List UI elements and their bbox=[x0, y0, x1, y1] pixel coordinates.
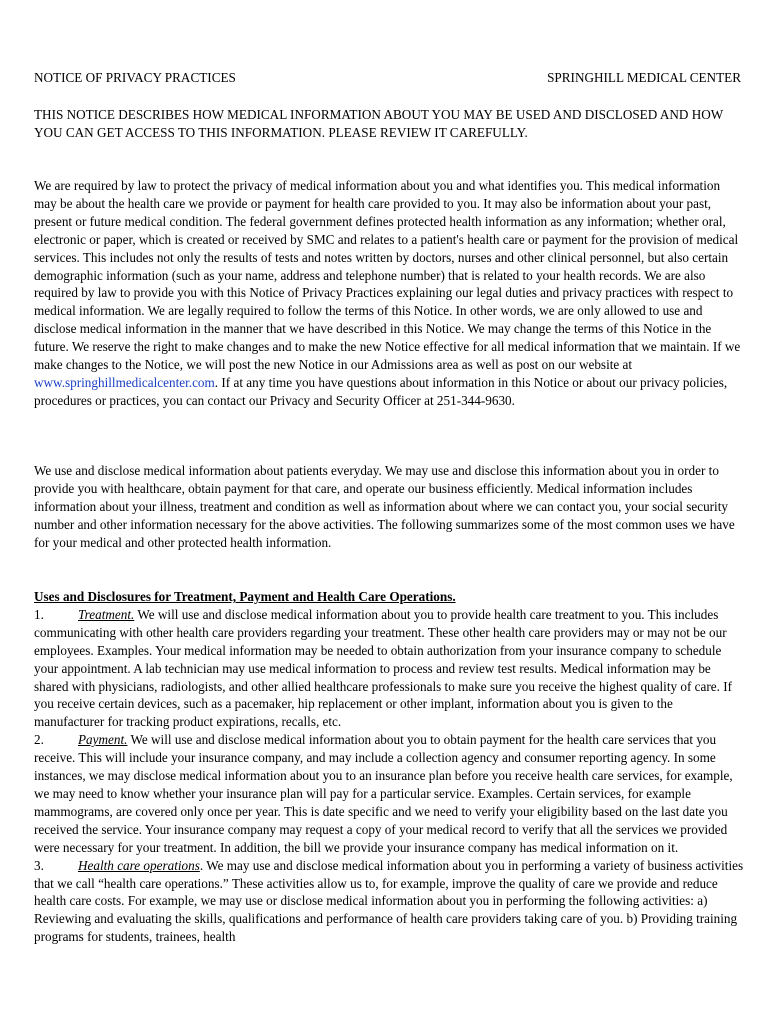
notice-heading: NOTICE OF PRIVACY PRACTICES bbox=[34, 70, 236, 85]
item-text: We will use and disclose medical information about you to provide health care treatment to you. This includes communicating with other health care providers regarding your treatment. These other health care providers may or may not be our employees. Examples. Your medical information may be needed to obtain authorization from your insurance company to schedule your appointment. A lab technician may use medical information to process and review test results. Medical information may be shared with physicians, radiologists, and other allied healthcare professionals to make sure you receive the highest quality of care. If you receive certain devices, such as a pacemaker, hip replacement or other implant, information about you is given to the manufacturer for tracking product expirations, recalls, etc. bbox=[34, 606, 732, 730]
item-heading: Treatment. bbox=[78, 606, 135, 622]
notice-title: THIS NOTICE DESCRIBES HOW MEDICAL INFORMATION ABOUT YOU MAY BE USED AND DISCLOSED AND HOW YOU CAN GET ACCESS TO THIS INFORMATION. PLEASE REVIEW IT CAREFULLY. bbox=[34, 107, 723, 140]
item-text: We will use and disclose medical information about you to obtain payment for the health care services that you receive. This will include your insurance company, and may include a collection agency and consumer reporting agency. In some instances, we may disclose medical information about you to an insurance plan before you receive health care services, for example, we may need to know whether your insurance plan will pay for a particular service. Examples. Certain services, for example mammograms, are covered only once per year. This is date specific and we need to verify your eligibility based on the last date you received the service. Your insurance company may request a copy of your medical record to verify that all the services we provided were necessary for your treatment. In addition, the bill we provide your insurance company has medical information on it. bbox=[34, 732, 733, 855]
list-item-payment bbox=[34, 731, 746, 856]
privacy-obligation-paragraph bbox=[34, 177, 746, 410]
item-heading: Payment. bbox=[78, 732, 128, 748]
organization-name: SPRINGHILL MEDICAL CENTER bbox=[547, 70, 741, 85]
page-header bbox=[34, 69, 741, 87]
item-number: 3. bbox=[34, 857, 44, 873]
section-title: Uses and Disclosures for Treatment, Payment and Health Care Operations. bbox=[34, 589, 456, 604]
paragraph-text: . If at any time you have questions about information in this Notice or about our privacy policies, procedures or practices, you can contact our Privacy and Security Officer at 251-344-9630. bbox=[34, 374, 728, 408]
item-text: . We may use and disclose medical information about you in performing a variety of business activities that we call “health care operations.” These activities allow us to, for example, improve the quality of care we provide and reduce health care costs. For example, we may use or disclose medical information about you in performing the following activities: a) Reviewing and evaluating the skills, qualifications and performance of health care providers taking care of you. b) Providing training programs for students, trainees, health bbox=[34, 857, 744, 945]
item-heading: Health care operations bbox=[78, 857, 200, 873]
website-link[interactable]: www.springhillmedicalcenter.com bbox=[34, 374, 215, 390]
list-item-treatment bbox=[34, 606, 746, 731]
uses-disclosures-section bbox=[34, 588, 746, 946]
item-number: 1. bbox=[34, 606, 44, 622]
paragraph-text: We are required by law to protect the privacy of medical information about you and what identifies you. This medical information may be about the health care we provide or payment for health care provided to you. It may also be information about your past, present or future medical condition. The federal government defines protected health information as any information; whether oral, electronic or paper, which is created or received by SMC and relates to a patient's health care or payment for the provision of medical services. This includes not only the results of tests and notes written by doctors, nurses and other clinical personnel, but also certain demographic information (such as your name, address and telephone number) that is related to your health records. We are also required by law to provide you with this Notice of Privacy Practices explaining our legal duties and privacy practices with respect to medical information. We are legally required to follow the terms of this Notice. In other words, we are only allowed to use and disclose medical information in the manner that we have described in this Notice. We may change the terms of this Notice in the future. We reserve the right to make changes and to make the new Notice effective for all medical information that we maintain. If we make changes to the Notice, we will post the new Notice in our Admissions area as well as post on our website at bbox=[34, 178, 741, 373]
item-number: 2. bbox=[34, 732, 44, 748]
list-item-health-care-operations bbox=[34, 857, 746, 947]
uses-overview-paragraph: We use and disclose medical information about patients everyday. We may use and disclose this information about you in order to provide you with healthcare, obtain payment for that care, and operate our business efficiently. Medical information includes information about your illness, treatment and condition as well as information about where we can contact you, your social security number and other information necessary for the above activities. The following summarizes some of the most common uses we have for your medical and other protected health information. bbox=[34, 463, 735, 550]
